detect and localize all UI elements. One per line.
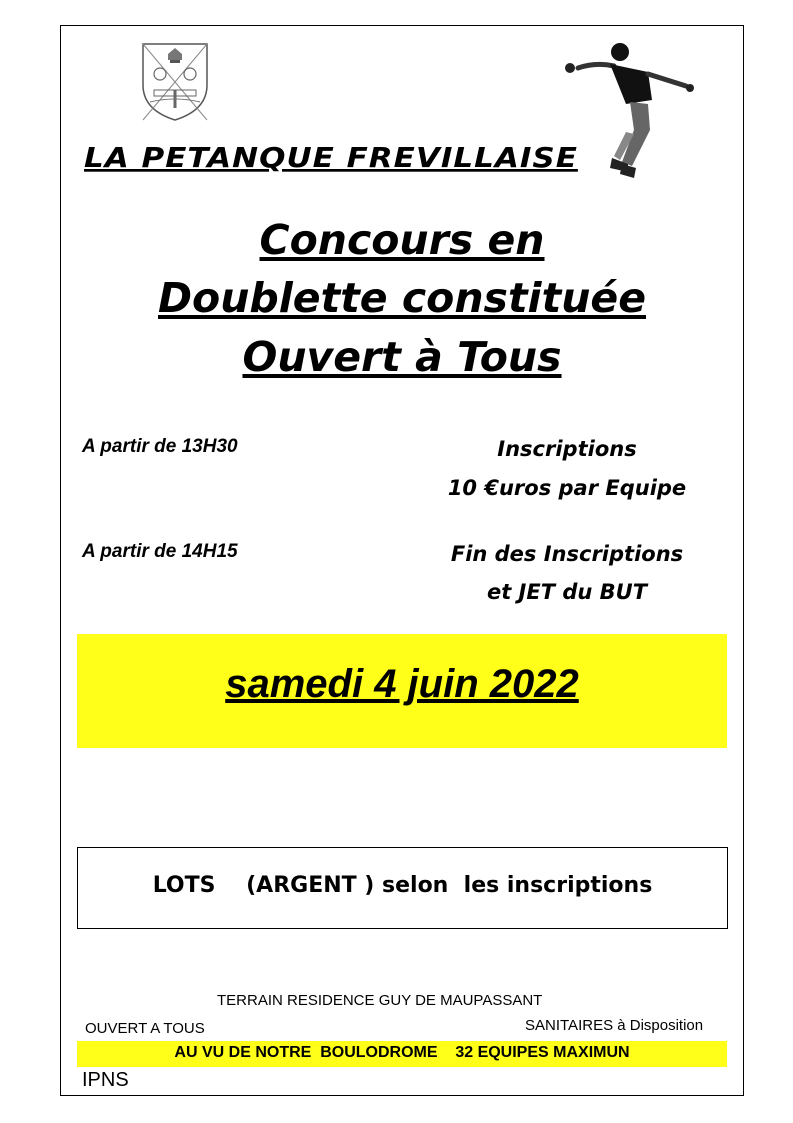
club-name: LA PETANQUE FREVILLAISE xyxy=(84,142,578,175)
schedule-info-2a: Fin des Inscriptions xyxy=(450,542,684,566)
boulodrome-text: AU VU DE NOTRE BOULODROME 32 EQUIPES MAXIMUN xyxy=(174,1044,630,1061)
coat-of-arms-icon xyxy=(140,40,210,122)
schedule-time-1: A partir de 13H30 xyxy=(82,436,238,457)
schedule-info-2b: et JET du BUT xyxy=(486,580,648,604)
title-line-1: Concours en xyxy=(259,216,545,264)
title-line-3: Ouvert à Tous xyxy=(242,333,562,381)
schedule-info-1a: Inscriptions xyxy=(497,437,637,461)
prizes-text: LOTS (ARGENT ) selon les inscriptions xyxy=(152,873,653,898)
schedule-time-2: A partir de 14H15 xyxy=(82,541,238,562)
terrain-text: TERRAIN RESIDENCE GUY DE MAUPASSANT xyxy=(217,992,543,1009)
sanitaires-text: SANITAIRES à Disposition xyxy=(525,1017,704,1034)
ipns-label: IPNS xyxy=(82,1069,129,1091)
title-line-2: Doublette constituée xyxy=(158,274,646,322)
schedule-info-1b: 10 €uros par Equipe xyxy=(447,476,687,500)
event-date: samedi 4 juin 2022 xyxy=(225,662,579,706)
ouvert-text: OUVERT A TOUS xyxy=(85,1020,205,1037)
